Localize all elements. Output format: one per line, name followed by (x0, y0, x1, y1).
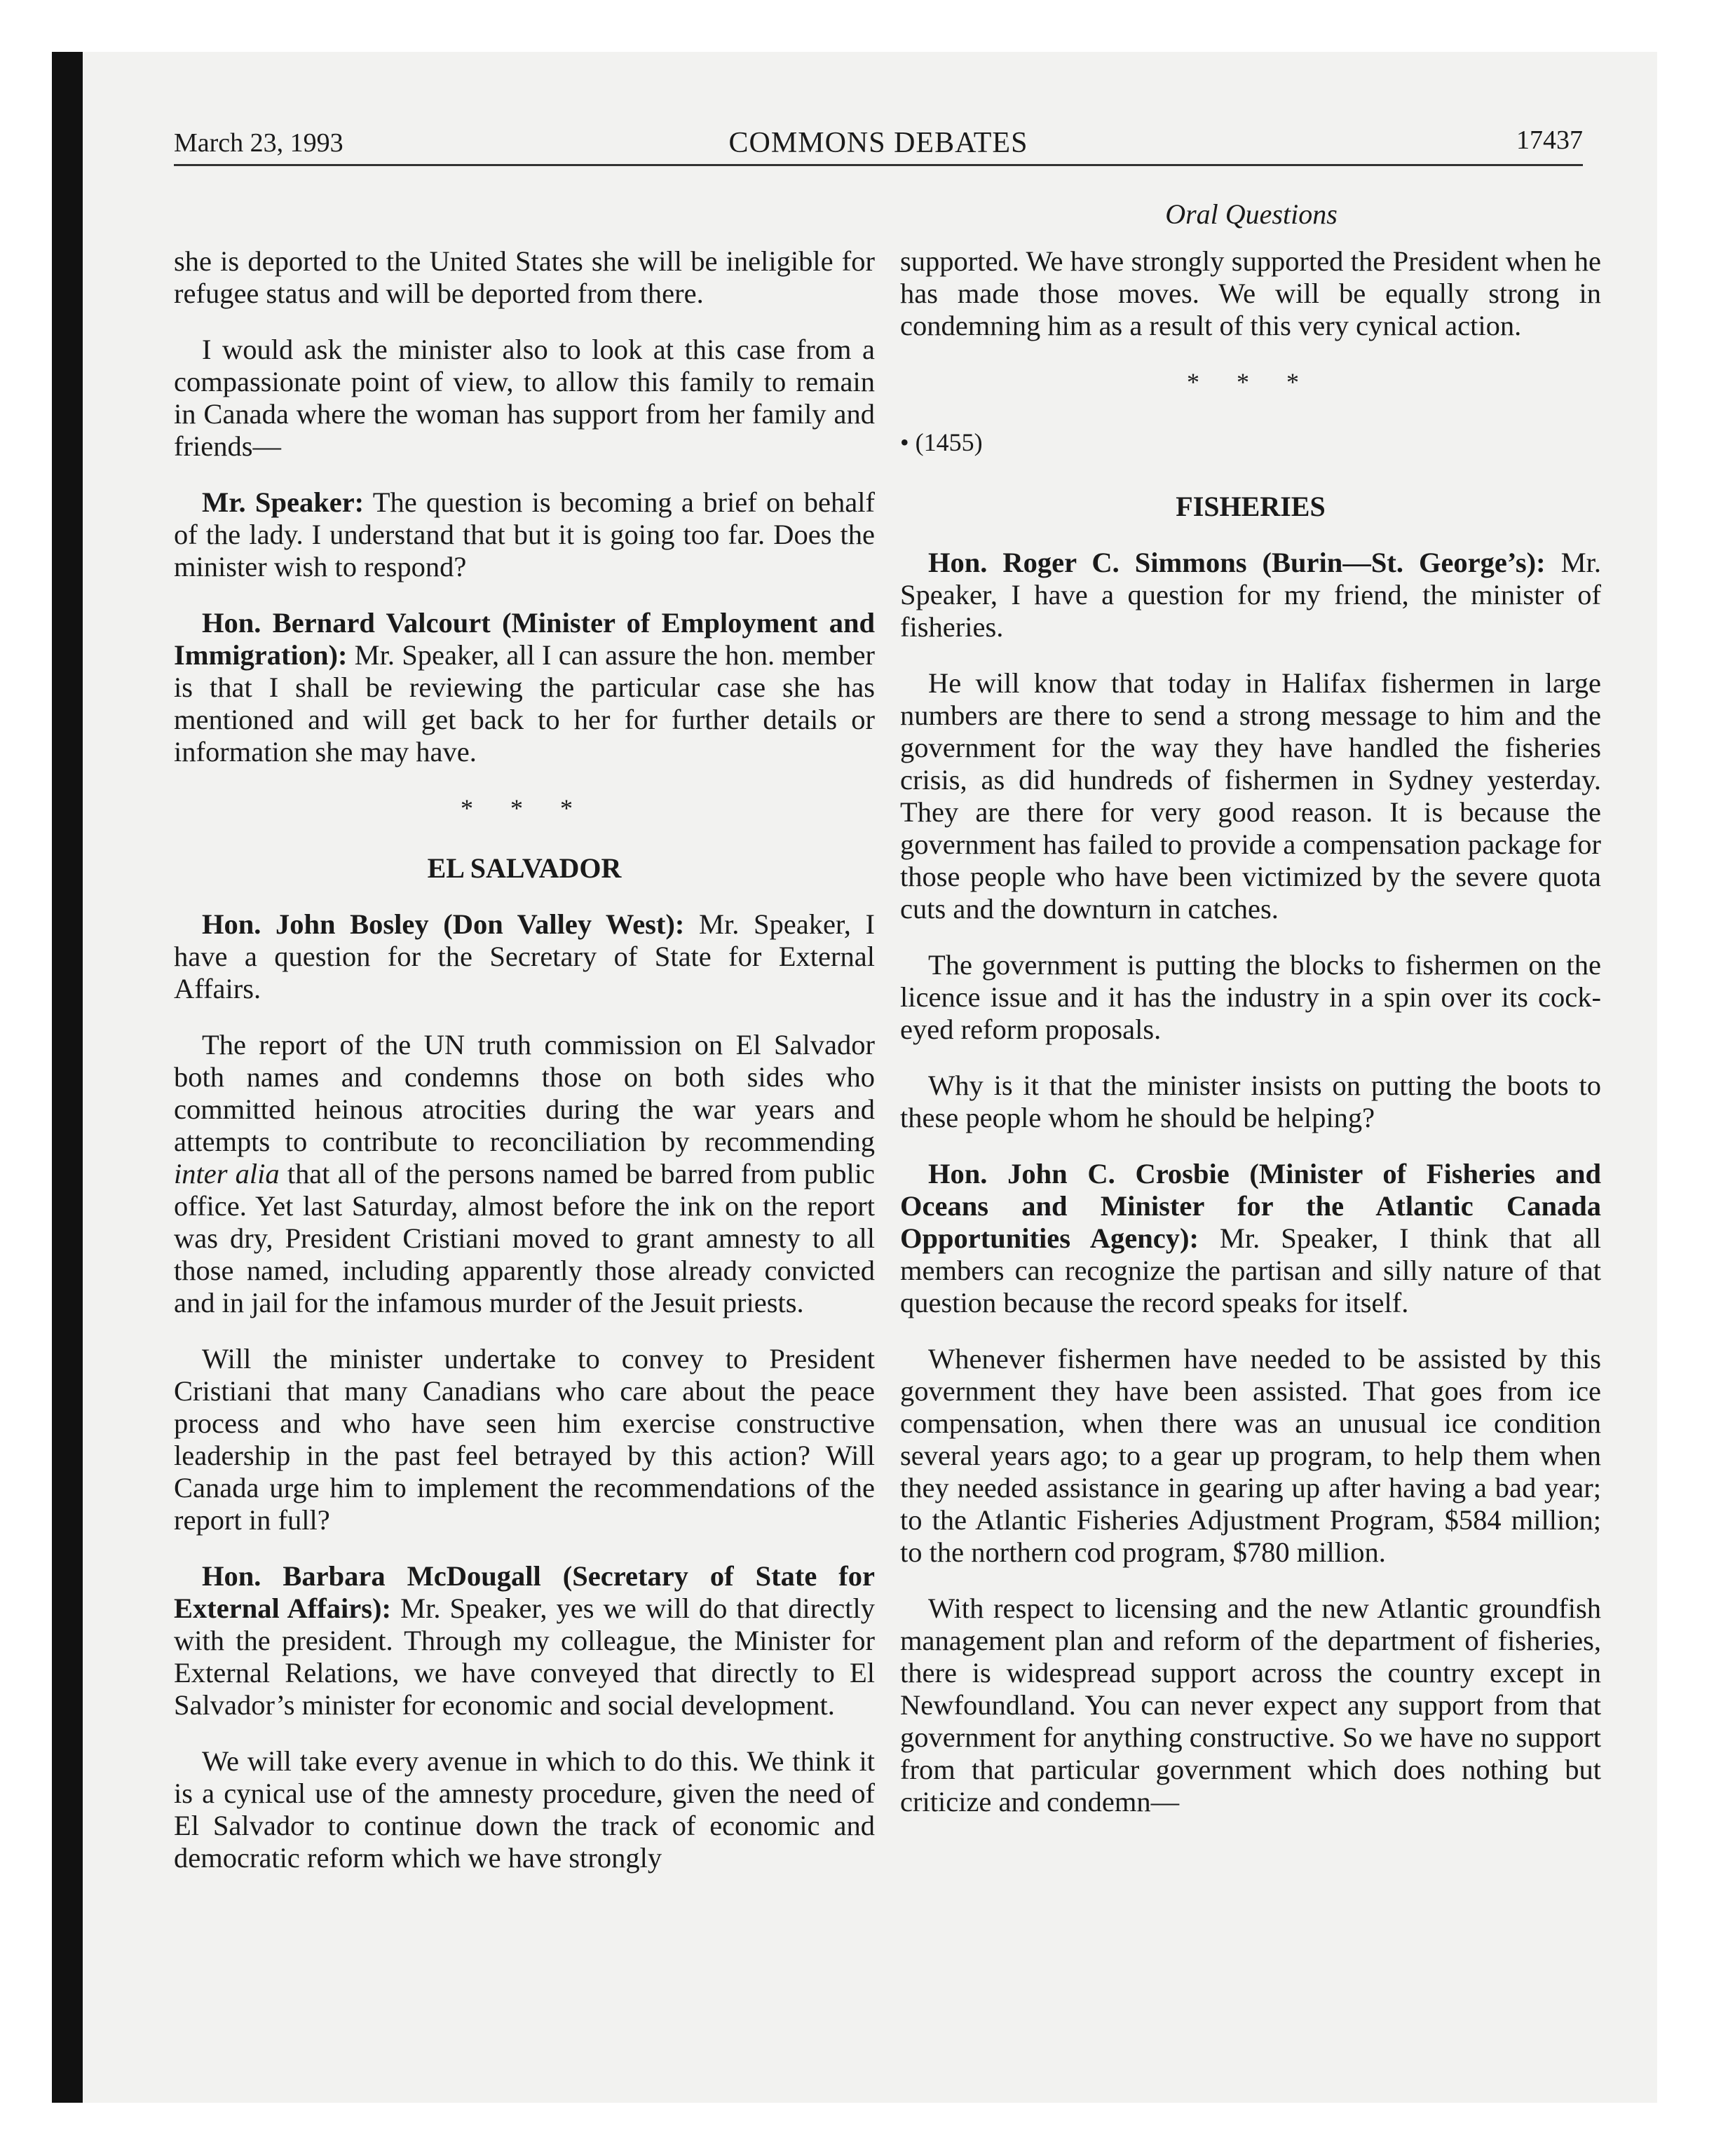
section-heading: FISHERIES (1176, 491, 1326, 522)
paragraph (174, 607, 875, 768)
speech-text: Mr. Speaker, I have a question for my friend, the minister of fisheries. (900, 547, 1602, 643)
speech-text: The report of the UN truth commission on El Salvador both names and condemns those on both sides who committed heinous atrocities during the war years and attempts to contribute to reconciliation by recommending (174, 1029, 875, 1157)
header-title: COMMONS DEBATES (728, 127, 1028, 159)
speech-text: that all of the persons named be barred from public office. Yet last Saturday, almost before the ink on the report was dry, President Cristiani moved to grant amnesty to all those named, including apparently those already convicted and in jail for the infamous murder of the Jesuit priests. (174, 1158, 875, 1318)
paragraph: The government is putting the blocks to fishermen on the licence issue and it has the industry in a spin over its cock-eyed reform proposals. (900, 949, 1601, 1045)
left-column (174, 245, 875, 1898)
paragraph (900, 547, 1601, 643)
paragraph: Whenever fishermen have needed to be assisted by this government they have been assisted. That goes from ice compensation, when there was an unusual ice condition several years ago; to a gear up program, to help them when they needed assistance in gearing up after having a bad year; to the Atlantic Fisheries Adjustment Program, $584 million; to the northern cod program, $780 million. (900, 1343, 1601, 1568)
section-separator: * * * (1187, 368, 1314, 396)
speech-text: Mr. Speaker, I think that all members can recognize the partisan and silly nature of that question because the record speaks for itself. (900, 1222, 1601, 1318)
latin-phrase: inter alia (174, 1158, 280, 1189)
paragraph (174, 1560, 875, 1721)
paragraph: He will know that today in Halifax fishermen in large numbers are there to send a strong message to him and the government for the way they have handled the fisheries crisis, as did hundreds of fishermen in Sydney yesterday. They are there for very good reason. It is because the government has failed to provide a compensation package for those people who have been victimized by the severe quota cuts and the downturn in catches. (900, 667, 1601, 925)
speaker-name: Hon. John Bosley (Don Valley West): (202, 908, 685, 940)
paragraph (900, 1158, 1601, 1319)
page-number: 17437 (1516, 125, 1583, 155)
speech-text: The question is becoming a brief on behalf of the lady. I understand that but it is going too far. Does the minister wish to respond? (174, 486, 875, 582)
speaker-name: Hon. Barbara McDougall (Secretary of State for External Affairs): (174, 1560, 875, 1624)
speaker-name: Mr. Speaker: (202, 486, 365, 518)
speaker-name: Hon. John C. Crosbie (Minister of Fisheries and Oceans and Minister for the Atlantic Canada Opportunities Agency): (900, 1158, 1601, 1254)
paragraph (174, 486, 875, 583)
section-label: Oral Questions (1165, 198, 1338, 230)
section-separator: * * * (461, 794, 588, 822)
speech-text: Mr. Speaker, all I can assure the hon. member is that I shall be reviewing the particular case she has mentioned and will get back to her for further details or information she may have. (174, 639, 875, 767)
paragraph (174, 908, 875, 1005)
page-header (174, 119, 1583, 166)
speech-text: Mr. Speaker, yes we will do that directly with the president. Through my colleague, the Minister for External Relations, we have conveyed that directly to El Salvador’s minister for economic and social development. (174, 1592, 875, 1721)
paragraph: supported. We have strongly supported the President when he has made those moves. We will be equally strong in condemning him as a result of this very cynical action. (900, 245, 1601, 341)
paragraph: she is deported to the United States she will be ineligible for refugee status and will be deported from there. (174, 245, 875, 309)
paragraph: Why is it that the minister insists on putting the boots to these people whom he should be helping? (900, 1070, 1601, 1133)
right-column (900, 245, 1601, 1842)
speaker-name: Hon. Roger C. Simmons (Burin—St. George’s): (928, 547, 1546, 578)
header-date: March 23, 1993 (174, 128, 343, 158)
paragraph: Will the minister undertake to convey to President Cristiani that many Canadians who care about the peace process and who have seen him exercise constructive leadership in the past feel betrayed by this action? Will Canada urge him to implement the recommendations of the report in full? (174, 1343, 875, 1536)
speech-text: Mr. Speaker, I have a question for the Secretary of State for External Affairs. (174, 908, 875, 1004)
paragraph: We will take every avenue in which to do this. We think it is a cynical use of the amnesty procedure, given the need of El Salvador to continue down the track of economic and democratic reform which we have strongly (174, 1745, 875, 1874)
paragraph: With respect to licensing and the new Atlantic groundfish management plan and reform of the department of fisheries, there is widespread support across the country except in Newfoundland. You can never expect any support from that government for anything constructive. So we have no support from that particular government which does nothing but criticize and condemn— (900, 1592, 1601, 1817)
binding-edge (52, 52, 83, 2103)
paragraph: I would ask the minister also to look at this case from a compassionate point of view, to allow this family to remain in Canada where the woman has support from her family and friends— (174, 334, 875, 462)
section-heading: EL SALVADOR (427, 852, 622, 884)
timestamp: • (1455) (900, 428, 983, 456)
speaker-name: Hon. Bernard Valcourt (Minister of Employment and Immigration): (174, 607, 875, 671)
paragraph (174, 1029, 875, 1319)
